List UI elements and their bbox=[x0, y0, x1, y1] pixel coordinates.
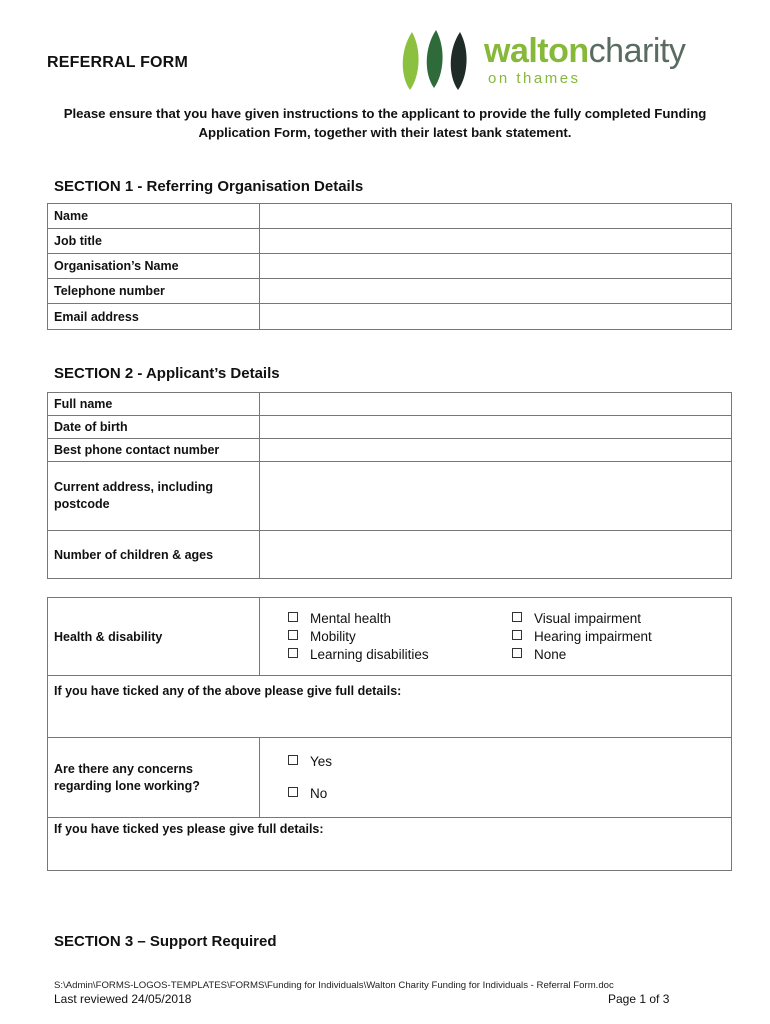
checkbox-icon[interactable] bbox=[288, 755, 298, 765]
section2-table bbox=[47, 392, 732, 579]
field-label-children: Number of children & ages bbox=[48, 531, 260, 579]
logo-subtitle: on thames bbox=[488, 70, 581, 87]
field-label-address: Current address, including postcode bbox=[48, 462, 260, 531]
checkbox-icon[interactable] bbox=[512, 648, 522, 658]
option-none[interactable]: None bbox=[512, 646, 652, 664]
form-title: REFERRAL FORM bbox=[47, 54, 188, 71]
field-label-job-title: Job title bbox=[48, 229, 260, 254]
field-input-telephone[interactable] bbox=[260, 279, 732, 304]
field-input-address[interactable] bbox=[260, 462, 732, 531]
walton-charity-logo bbox=[398, 26, 698, 96]
field-label-organisation: Organisation’s Name bbox=[48, 254, 260, 279]
option-no[interactable]: No bbox=[288, 785, 725, 803]
checkbox-icon[interactable] bbox=[288, 648, 298, 658]
lone-details-field[interactable] bbox=[48, 818, 732, 871]
checkbox-icon[interactable] bbox=[512, 612, 522, 622]
lone-details-label: If you have ticked yes please give full details: bbox=[54, 822, 324, 836]
field-input-email[interactable] bbox=[260, 304, 732, 330]
health-label: Health & disability bbox=[48, 598, 260, 676]
checkbox-icon[interactable] bbox=[512, 630, 522, 640]
health-table bbox=[47, 597, 732, 871]
health-details-label: If you have ticked any of the above please give full details: bbox=[54, 684, 402, 698]
field-label-full-name: Full name bbox=[48, 393, 260, 416]
checkbox-icon[interactable] bbox=[288, 630, 298, 640]
field-input-organisation[interactable] bbox=[260, 254, 732, 279]
section1-table bbox=[47, 203, 732, 330]
option-yes[interactable]: Yes bbox=[288, 753, 725, 771]
lone-working-options bbox=[260, 738, 732, 818]
field-label-telephone: Telephone number bbox=[48, 279, 260, 304]
leaf-logo-icon bbox=[398, 26, 482, 96]
health-options bbox=[260, 598, 732, 676]
option-visual-impairment[interactable]: Visual impairment bbox=[512, 610, 652, 628]
footer-file-path: S:\Admin\FORMS-LOGOS-TEMPLATES\FORMS\Funding for Individuals\Walton Charity Funding for Individuals - Referral Form.doc bbox=[54, 980, 614, 991]
field-input-full-name[interactable] bbox=[260, 393, 732, 416]
field-label-phone: Best phone contact number bbox=[48, 439, 260, 462]
health-details-field[interactable] bbox=[48, 676, 732, 738]
checkbox-icon[interactable] bbox=[288, 612, 298, 622]
footer-page-number: Page 1 of 3 bbox=[608, 992, 670, 1006]
footer-last-reviewed: Last reviewed 24/05/2018 bbox=[54, 992, 192, 1006]
field-input-name[interactable] bbox=[260, 204, 732, 229]
option-learning-disabilities[interactable]: Learning disabilities bbox=[288, 646, 512, 664]
section2-heading: SECTION 2 - Applicant’s Details bbox=[54, 365, 280, 382]
section1-heading: SECTION 1 - Referring Organisation Details bbox=[54, 178, 364, 195]
intro-instructions: Please ensure that you have given instructions to the applicant to provide the fully completed Funding Application Form, together with their latest bank statement. bbox=[63, 106, 707, 140]
field-input-phone[interactable] bbox=[260, 439, 732, 462]
field-input-children[interactable] bbox=[260, 531, 732, 579]
lone-working-label: Are there any concerns regarding lone working? bbox=[48, 738, 260, 818]
field-label-name: Name bbox=[48, 204, 260, 229]
option-mobility[interactable]: Mobility bbox=[288, 628, 512, 646]
logo-wordmark: waltoncharity bbox=[484, 32, 686, 70]
field-label-dob: Date of birth bbox=[48, 416, 260, 439]
option-hearing-impairment[interactable]: Hearing impairment bbox=[512, 628, 652, 646]
field-input-job-title[interactable] bbox=[260, 229, 732, 254]
field-input-dob[interactable] bbox=[260, 416, 732, 439]
field-label-email: Email address bbox=[48, 304, 260, 330]
section3-heading: SECTION 3 – Support Required bbox=[54, 933, 277, 950]
option-mental-health[interactable]: Mental health bbox=[288, 610, 512, 628]
checkbox-icon[interactable] bbox=[288, 787, 298, 797]
